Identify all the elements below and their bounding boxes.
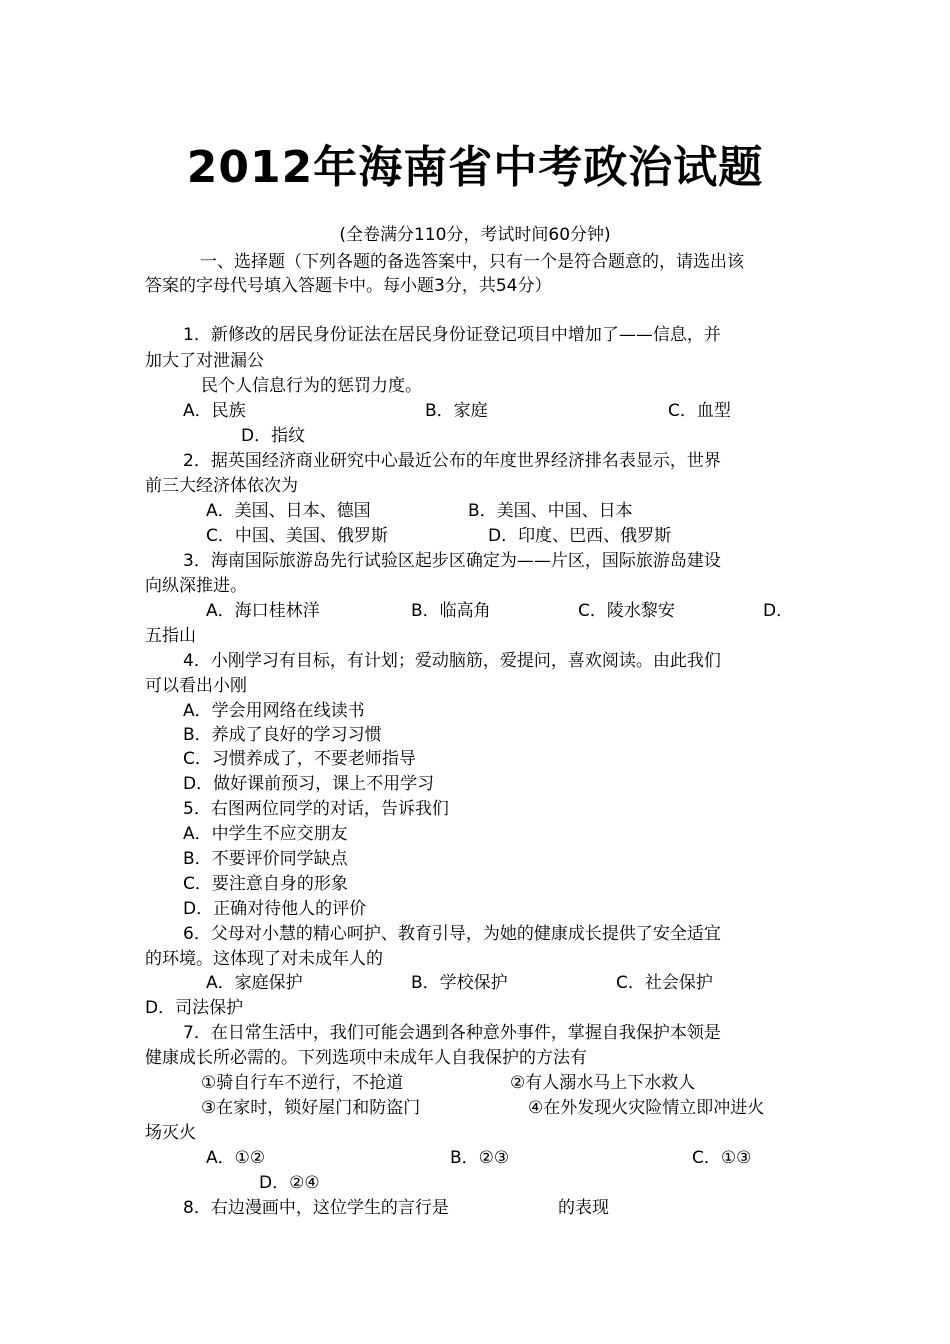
question-2-option-c: C．中国、美国、俄罗斯 bbox=[206, 526, 388, 546]
question-2-option-a: A．美国、日本、德国 bbox=[206, 501, 371, 521]
question-6-option-a: A．家庭保护 bbox=[206, 973, 303, 993]
question-3-stem: 3．海南国际旅游岛先行试验区起步区确定为——片区，国际旅游岛建设 bbox=[183, 551, 721, 571]
question-6-option-b: B．学校保护 bbox=[411, 973, 508, 993]
question-4-option-c: C．习惯养成了，不要老师指导 bbox=[183, 749, 416, 769]
question-6-option-d: D．司法保护 bbox=[145, 998, 244, 1018]
page-title: 2012年海南省中考政治试题 bbox=[186, 142, 764, 193]
question-6-stem-cont: 的环境。这体现了对未成年人的 bbox=[145, 949, 383, 969]
question-7-item-1: ①骑自行车不逆行，不抢道 bbox=[201, 1073, 404, 1093]
question-7-item-3: ③在家时，锁好屋门和防盗门 bbox=[201, 1098, 421, 1118]
question-5-option-d: D．正确对待他人的评价 bbox=[183, 899, 367, 919]
question-3-option-b: B．临高角 bbox=[411, 601, 491, 621]
question-1-stem-cont2: 民个人信息行为的惩罚力度。 bbox=[201, 376, 422, 396]
question-4-option-a: A．学会用网络在线读书 bbox=[183, 701, 365, 721]
question-4-stem-cont: 可以看出小刚 bbox=[145, 676, 247, 696]
question-4-stem: 4．小刚学习有目标，有计划；爱动脑筋，爱提问，喜欢阅读。由此我们 bbox=[183, 651, 721, 671]
section-heading: 一、选择题（下列各题的备选答案中，只有一个是符合题意的，请选出该 bbox=[200, 252, 744, 272]
question-7-option-b: B．②③ bbox=[450, 1148, 510, 1168]
question-4-option-d: D．做好课前预习，课上不用学习 bbox=[183, 774, 435, 794]
question-5-stem: 5．右图两位同学的对话，告诉我们 bbox=[183, 799, 449, 819]
exam-info: (全卷满分110分，考试时间60分钟) bbox=[339, 225, 611, 245]
question-2-stem: 2．据英国经济商业研究中心最近公布的年度世界经济排名表显示，世界 bbox=[183, 451, 721, 471]
question-7-item-4-cont: 场灭火 bbox=[145, 1123, 196, 1143]
question-2-option-d: D．印度、巴西、俄罗斯 bbox=[488, 526, 672, 546]
question-1-option-a: A．民族 bbox=[183, 401, 246, 421]
question-7-option-a: A．①② bbox=[206, 1148, 266, 1168]
question-5-option-a: A．中学生不应交朋友 bbox=[183, 824, 348, 844]
question-7-stem: 7．在日常生活中，我们可能会遇到各种意外事件，掌握自我保护本领是 bbox=[183, 1023, 721, 1043]
question-1-stem-cont: 加大了对泄漏公 bbox=[145, 351, 264, 371]
question-1-option-c: C．血型 bbox=[668, 401, 731, 421]
question-3-option-a: A．海口桂林洋 bbox=[206, 601, 320, 621]
question-7-item-2: ②有人溺水马上下水救人 bbox=[510, 1073, 696, 1093]
question-1-stem: 1．新修改的居民身份证法在居民身份证登记项目中增加了——信息，并 bbox=[183, 325, 721, 345]
question-7-option-d: D．②④ bbox=[259, 1173, 320, 1193]
question-6-option-c: C．社会保护 bbox=[616, 973, 713, 993]
question-3-option-d: D． bbox=[763, 601, 794, 621]
question-3-option-d-text: 五指山 bbox=[145, 626, 196, 646]
question-2-stem-cont: 前三大经济体依次为 bbox=[145, 476, 298, 496]
question-3-option-c: C．陵水黎安 bbox=[578, 601, 675, 621]
question-8-stem: 8．右边漫画中，这位学生的言行是 bbox=[183, 1198, 449, 1218]
question-7-item-4: ④在外发现火灾险情立即冲进火 bbox=[528, 1098, 765, 1118]
question-6-stem: 6．父母对小慧的精心呵护、教育引导，为她的健康成长提供了安全适宜 bbox=[183, 924, 721, 944]
question-7-option-c: C．①③ bbox=[692, 1148, 752, 1168]
question-1-option-b: B．家庭 bbox=[425, 401, 488, 421]
question-4-option-b: B．养成了良好的学习习惯 bbox=[183, 725, 382, 745]
question-3-stem-cont: 向纵深推进。 bbox=[145, 576, 247, 596]
question-8-stem-end: 的表现 bbox=[558, 1198, 609, 1218]
section-heading-cont: 答案的字母代号填入答题卡中。每小题3分，共54分） bbox=[145, 276, 552, 296]
question-7-stem-cont: 健康成长所必需的。下列选项中未成年人自我保护的方法有 bbox=[145, 1048, 587, 1068]
question-1-option-d: D．指纹 bbox=[241, 426, 306, 446]
question-2-option-b: B．美国、中国、日本 bbox=[468, 501, 633, 521]
question-5-option-c: C．要注意自身的形象 bbox=[183, 874, 348, 894]
question-5-option-b: B．不要评价同学缺点 bbox=[183, 849, 348, 869]
